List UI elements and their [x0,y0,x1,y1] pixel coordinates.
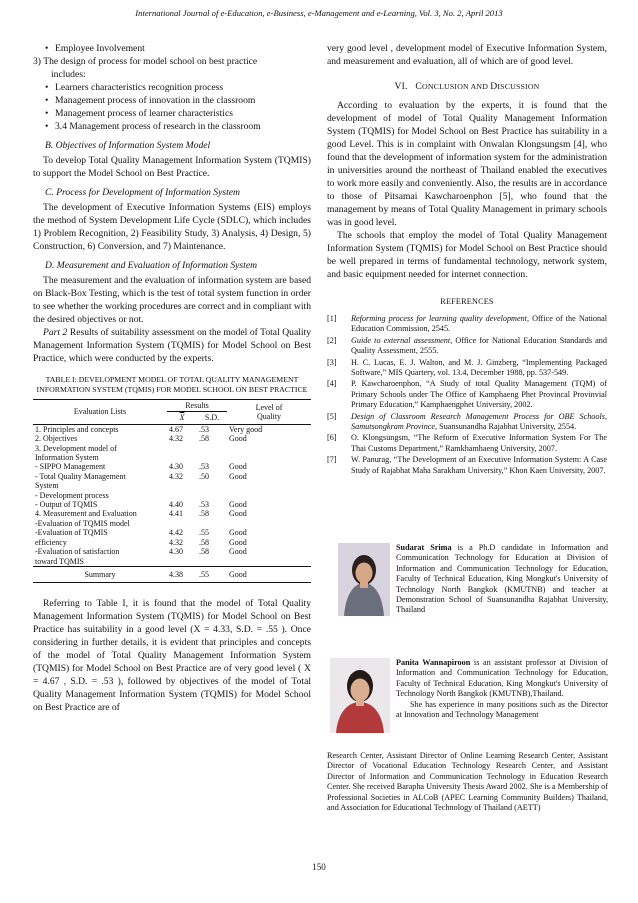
portrait-icon [330,658,390,733]
bio-sudarat: Sudarat Srima is a Ph.D candidate in Information and Communication Technology for Education at Division of Information and Communication Technology for Education, Faculty of Technical Education, King Mongkut's University of Technology North Bangkok (KMUTNB) and teacher at Demonstration School of Suansunandha Rajabhat University, Thailand [396,543,608,615]
reference-item: [3] H. C. Lucas, E. J. Walton, and M. J. Ginzberg, “Implementing Packaged Software,” MIS Quartery, vol. 13.4, December 1988, pp. 537-549. [327,357,607,378]
subsection-b-heading: B. Objectives of Information System Model [45,140,211,151]
col-level: Level of Quality [227,400,311,425]
table-row: -Evaluation of TQMIS model [35,518,130,528]
table-row: 3. Development model of [35,443,117,453]
continued-paragraph: very good level , development model of Executive Information System, and measurement and evaluation, all of which are of good level. [327,43,607,67]
author-photo-sudarat [338,543,390,616]
part2-text: Part 2 Results of suitability assessment on the model of Total Quality Management Information System (TQMIS) for Model School on Best Practice, which were conducted by the experts. [33,327,311,364]
running-header: International Journal of e-Education, e-Business, e-Management and e-Learning, Vol. 3, No. 2, April 2013 [135,8,503,18]
references-heading: REFERENCES [440,297,494,306]
portrait-icon [338,543,390,616]
table-row: - Development process [35,490,109,500]
table-row: -Evaluation of TQMIS 4.42 .55 Good [35,528,247,538]
col-results: Results [167,400,227,412]
table-summary-row: Summary 4.38 .55 Good [33,566,311,582]
bullet-2: • Management process of innovation in the classroom [45,95,256,106]
results-table [33,399,311,583]
bullet-employee-involvement: • Employee Involvement [45,43,145,54]
bullet-1: • Learners characteristics recognition process [45,82,224,93]
conclusion-paragraph-2: The schools that employ the model of Total Quality Management Information System (TQMIS) for Model School on Best Practice should be well prepared in terms of fundamental technology, network system, and basic equipment needed for internet connection. [327,230,607,280]
references-list [327,314,607,476]
reference-item: [5] Design of Classroom Research Management Process for OBE Schools, Samutsongkram Province, Suansunandha Rajabhat University, 2554. [327,411,607,432]
table-row: System [35,481,59,491]
col-evaluation-lists: Evaluation Lists [33,400,167,425]
right-column [327,42,607,477]
col-sd: S.D. [197,412,227,424]
bullet-3: • Management process of learner characteristics [45,108,233,119]
bio-panita: Panita Wannapiroon is an assistant professor at Division of Information and Communication Technology for Education, Faculty of Technical Education, King Mongkut's University of Technology North Bangkok (KMUTNB),Thailand. She has experience in many positions such as the Director at Innovation and Technology Management [396,658,608,720]
reference-item: [1] Reforming process for learning quality development, Office of the National Education Commission, 2545. [327,314,608,334]
reference-item: [2] Guide to external assessment, Office for National Education Standards and Quality Assessment, 2555. [327,335,607,356]
subsection-c-heading: C. Process for Development of Information System [45,187,240,198]
item-3-cont: includes: [51,69,86,80]
subsection-b-text: To develop Total Quality Management Information System (TQMIS) to support the Model School on Best Practice. [33,155,311,179]
table-row: - Total Quality Management 4.32 .50 Good [35,471,247,481]
table-row: 2. Objectives 4.32 .58 Good [35,434,247,444]
item-3-heading: 3) The design of process for model school on best practice [33,56,258,67]
section-vi-heading: VI. CONCLUSION AND DISCUSSION [394,81,540,92]
subsection-d-text: The measurement and the evaluation of information system are based on Black-Box Testing, which is the test of total system function in order to see whether the working procedures are correct and in compliant with the desired objectives or not. [33,275,311,325]
subsection-d-heading: D. Measurement and Evaluation of Information System [45,260,258,271]
table-row: toward TQMIS [35,556,84,566]
table-row: efficiency 4.32 .58 Good [35,537,247,547]
table-row: 4. Measurement and Evaluation 4.41 .58 Good [35,509,247,519]
table-caption: TABLE I: DEVELOPMENT MODEL OF TOTAL QUALITY MANAGEMENT INFORMATION SYSTEM (TQMIS) FOR MODEL SCHOOL ON BEST PRACTICE [36,375,308,394]
reference-item: [7] W. Panurag, “The Development of an Executive Information System: A Case Study of Rajabhat Maha Sarakham University,” Khon Kaen University, 2007. [327,455,607,475]
conclusion-paragraph-1: According to evaluation by the experts, it is found that the development of model of Total Quality Management Information System (TQMIS) for Model School on Best Practice has suitability in a good Level. This is in complaint with Onwalan Klongsungsm [4], who found that the development of information system for the administration in universities around the northeast of Thailand enabled the executives to work more easily and conveniently. Also, the results are in accordance to those of Pitsamai Kawcharoenphon [5], who found that the management by means of Total Quality Management in primary schools was in good level. [327,100,607,228]
reference-item: [4] P. Kawcharoenphon, “A Study of total Quality Management (TQM) of Primary Schools under The Office of Kamphaeng Phet Provincal Provinvial Primary Education,” Kamphaengphet University, 2002. [327,379,607,410]
bio-panita-cont: Research Center, Assistant Director of Online Learning Research Center, Assistant Director of Vocational Education Technology Research Center, and Assistant Director of Information and Communication Technology in Education Research Center. She received Barapha University Thesis Award 2002. She is a Membership of Professional Societies in ALCoB (APEC Learning Community Builders) Thailand, and Association for Educational Technology of Thailand (AETT) [327,751,608,813]
table-row: -Evaluation of satisfaction 4.30 .58 Good [35,547,247,557]
table-row: - Output of TQMIS 4.40 .53 Good [35,500,247,510]
reference-item: [6] O. Klongsungsm, “The Reform of Executive Information System For The Thai Customs Department,” Ramkhamhaeng University, 2007. [327,433,607,453]
subsection-c-text: The development of Executive Information Systems (EIS) employs the method of System Development Life Cycle (SDLC), which includes 1) Problem Recognition, 2) Feasibility Study, 3) Analysis, 4) Design, 5) Construction, 6) Conversion, and 7) Maintenance. [33,202,311,252]
bullet-4: • 3.4 Management process of research in the classroom [45,121,261,132]
table-row: - SIPPO Management 4.30 .53 Good [35,462,247,472]
table-row: 1. Principles and concepts 4.67 .53 Very good [35,424,263,434]
author-photo-panita [330,658,390,733]
table-row: Information System [35,453,99,463]
referring-paragraph: Referring to Table I, it is found that the model of Total Quality Management Information System (TQMIS) for Model School on Best Practice has suitability in a good level (X = 4.33, S.D. = .55 ). Once considering in further details, it is evident that principles and concepts of the model of Total Quality Management Information System (TQMIS) for Model School on Best Practice are of very good level ( X = 4.67 , S.D. = .53 ), followed by objectives of the model of Total Quality Management Information System (TQMIS) for Model School on Best Practice are of [33,598,311,714]
page-number: 150 [312,862,326,872]
left-column [33,42,311,714]
col-mean: $\overline{X}$ [167,412,197,424]
